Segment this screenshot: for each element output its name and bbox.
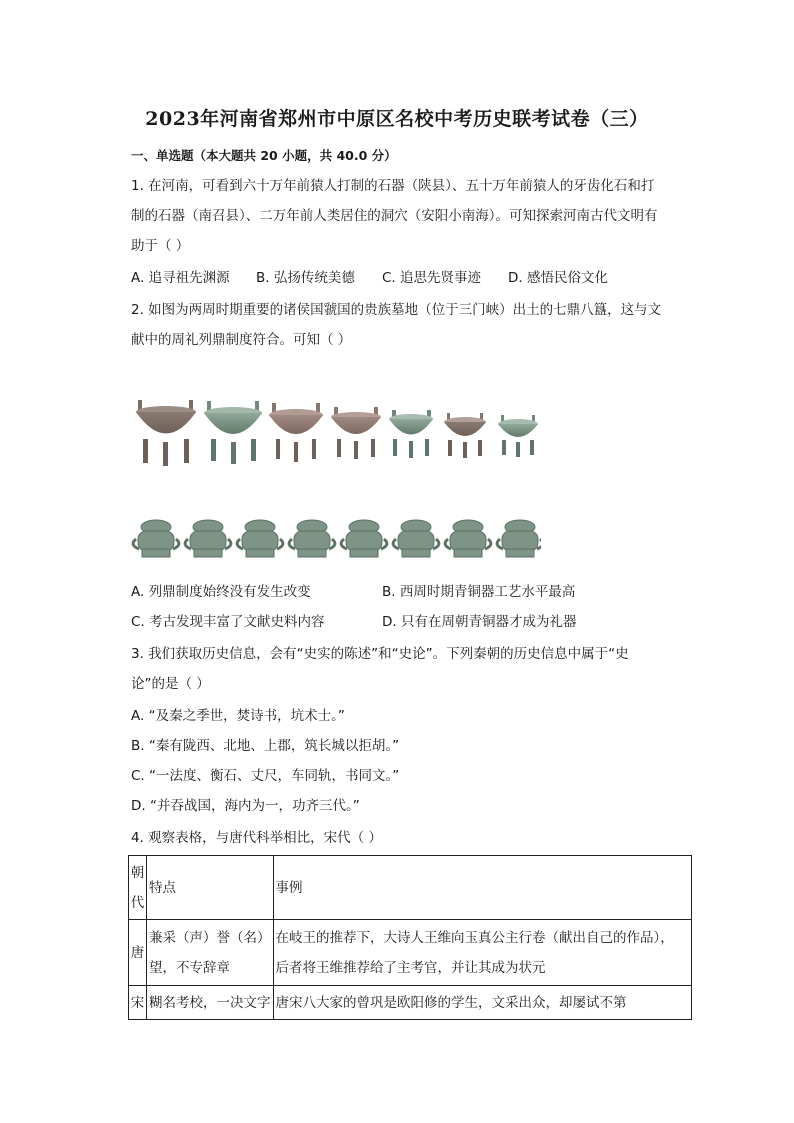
gui-vessel (185, 520, 231, 557)
row-tang-dynasty: 唐 (129, 920, 147, 986)
q3-line-2: 论”的是（ ） (131, 676, 210, 692)
q2-line-1: 2. 如图为两周时期重要的诸侯国虢国的贵族墓地（位于三门峡）出土的七鼎八簋，这与文 (131, 302, 662, 318)
q4-table (128, 855, 692, 1020)
q3-option-c[interactable]: C. “一法度、衡石、丈尺，车同轨，书同文。” (131, 768, 400, 784)
row-song-feature: 糊名考校，一决文字 (147, 986, 274, 1020)
gui-vessel (237, 520, 283, 557)
q2-option-c[interactable]: C. 考古发现丰富了文献史料内容 (131, 614, 325, 630)
ding-vessel (136, 400, 196, 466)
page-title: 2023年河南省郑州市中原区名校中考历史联考试卷（三） (145, 108, 649, 130)
table-row (129, 986, 692, 1020)
gui-vessel (393, 520, 439, 557)
q1-option-a[interactable]: A. 追寻祖先渊源 (131, 270, 230, 286)
header-example: 事例 (273, 856, 692, 920)
q1-line-3: 助于（ ） (131, 238, 190, 254)
q3-option-a[interactable]: A. “及秦之季世，焚诗书，坑术士。” (131, 708, 345, 724)
q3-line-1: 3. 我们获取历史信息，会有“史实的陈述”和“史论”。下列秦朝的历史信息中属于“史 (131, 646, 629, 662)
section-heading: 一、单选题（本大题共 20 小题，共 40.0 分） (131, 148, 397, 163)
row-tang-feature: 兼采（声）誉（名） 望，不专辞章 (147, 920, 274, 986)
ding-tripods-photo (131, 395, 541, 470)
q1-option-b[interactable]: B. 弘扬传统美德 (256, 270, 355, 286)
gui-vessel (289, 520, 335, 557)
gui-vessel (497, 520, 541, 557)
ding-vessel (444, 413, 486, 458)
q2-option-d[interactable]: D. 只有在周朝青铜器才成为礼器 (382, 614, 577, 630)
gui-vessel (445, 520, 491, 557)
ding-vessel (389, 410, 433, 458)
row-tang-example: 在岐王的推荐下，大诗人王维向玉真公主行卷（献出自己的作品）， 后者将王维推荐给了主考官，并让其成为状元 (273, 920, 692, 986)
gui-vessels-photo (131, 515, 541, 565)
row-song-dynasty: 宋 (129, 986, 147, 1020)
q3-option-d[interactable]: D. “并吞战国，海内为一，功齐三代。” (131, 798, 360, 814)
gui-vessel (133, 520, 179, 557)
q2-option-a[interactable]: A. 列鼎制度始终没有发生改变 (131, 584, 311, 600)
q1-line-1: 1. 在河南，可看到六十万年前猿人打制的石器（陕县）、五十万年前猿人的牙齿化石和打 (131, 178, 655, 194)
header-dynasty: 朝代 (130, 864, 145, 911)
row-song-example: 唐宋八大家的曾巩是欧阳修的学生，文采出众，却屡试不第 (273, 986, 692, 1020)
q3-option-b[interactable]: B. “秦有陇西、北地、上郡，筑长城以拒胡。” (131, 738, 400, 754)
ding-vessel (498, 415, 538, 457)
q1-option-d[interactable]: D. 感悟民俗文化 (508, 270, 608, 286)
ding-vessel (331, 407, 381, 459)
q1-option-c[interactable]: C. 追思先贤事迹 (382, 270, 482, 286)
ding-vessel (269, 403, 323, 462)
q1-line-2: 制的石器（南召县）、二万年前人类居住的洞穴（安阳小南海）。可知探索河南古代文明有 (131, 208, 658, 224)
table-row (129, 920, 692, 986)
gui-vessel (341, 520, 387, 557)
q4-line-1: 4. 观察表格，与唐代科举相比，宋代（ ） (131, 830, 382, 846)
q2-line-2: 献中的周礼列鼎制度符合。可知（ ） (131, 332, 352, 348)
ding-vessel (204, 401, 262, 464)
header-feature: 特点 (147, 856, 274, 920)
q2-option-b[interactable]: B. 西周时期青铜器工艺水平最高 (382, 584, 576, 600)
table-header-row (129, 856, 692, 920)
